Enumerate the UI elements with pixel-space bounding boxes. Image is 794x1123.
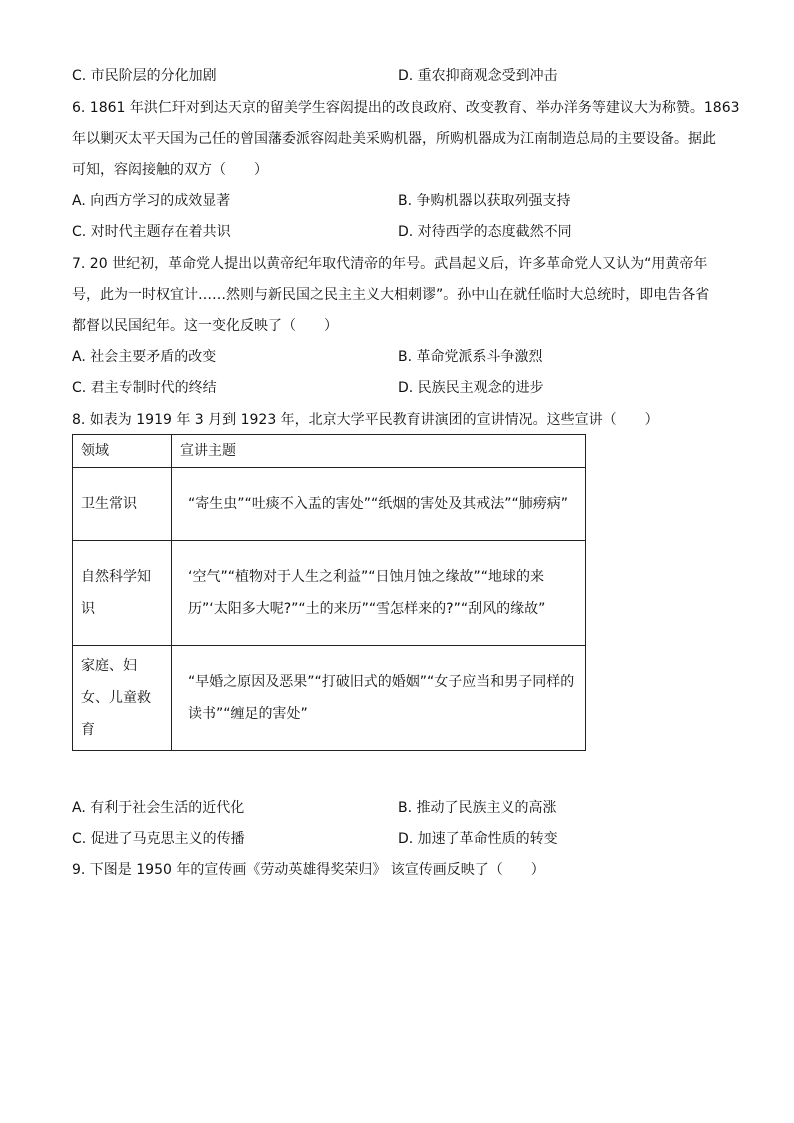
q8-option-c: C. 促进了马克思主义的传播	[72, 831, 245, 847]
q6-option-c: C. 对时代主题存在着共识	[72, 224, 231, 240]
table-row	[73, 468, 586, 541]
table-row	[73, 646, 586, 751]
q7-option-b: B. 革命党派系斗争激烈	[398, 349, 543, 365]
table-header-topics: 宣讲主题	[172, 435, 586, 468]
q7-option-c: C. 君主专制时代的终结	[72, 380, 217, 396]
table-cell-topics: “寄生虫”“吐痰不入盂的害处”“纸烟的害处及其戒法”“肺痨病”	[172, 468, 586, 541]
q6-option-a: A. 向西方学习的成效显著	[72, 193, 231, 209]
q7-stem-line-1: 7. 20 世纪初，革命党人提出以黄帝纪年取代清帝的年号。武昌起义后，许多革命党人又认为“用黄帝年	[72, 256, 708, 272]
q6-stem-line-2: 年以剿灭太平天国为己任的曾国藩委派容闳赴美采购机器，所购机器成为江南制造总局的主要设备。据此	[72, 131, 716, 147]
q8-stem: 8. 如表为 1919 年 3 月到 1923 年，北京大学平民教育讲演团的宣讲情况。这些宣讲（ ）	[72, 412, 659, 428]
q9-stem: 9. 下图是 1950 年的宣传画《劳动英雄得奖荣归》 该宣传画反映了（ ）	[72, 862, 545, 878]
lecture-table	[72, 434, 586, 751]
q8-option-b: B. 推动了民族主义的高涨	[398, 800, 557, 816]
q7-stem-line-2: 号，此为一时权宜计……然则与新民国之民主主义大相刺谬”。孙中山在就任临时大总统时，即电告各省	[72, 287, 710, 303]
table-cell-topics: “早婚之原因及恶果”“打破旧式的婚姻”“女子应当和男子同样的读书”“缠足的害处”	[172, 646, 586, 751]
table-header-field: 领域	[73, 435, 172, 468]
table-row	[73, 541, 586, 646]
q8-option-a: A. 有利于社会生活的近代化	[72, 800, 245, 816]
table-header-row	[73, 435, 586, 468]
table-cell-field: 家庭、妇女、儿童救育	[73, 646, 172, 751]
table-cell-topics: ‘空气”“植物对于人生之利益”“日蚀月蚀之缘故”“地球的来历”‘太阳多大呢?”“土的来历”“雪怎样来的?”“刮风的缘故”	[172, 541, 586, 646]
table-cell-field: 自然科学知识	[73, 541, 172, 646]
q7-stem-line-3: 都督以民国纪年。这一变化反映了（ ）	[72, 318, 338, 334]
q7-option-a: A. 社会主要矛盾的改变	[72, 349, 217, 365]
q5-option-c: C. 市民阶层的分化加剧	[72, 68, 217, 84]
q6-option-b: B. 争购机器以获取列强支持	[398, 193, 571, 209]
q6-stem-line-3: 可知，容闳接触的双方（ ）	[72, 162, 268, 178]
q5-option-d: D. 重农抑商观念受到冲击	[398, 68, 558, 84]
q6-option-d: D. 对待西学的态度截然不同	[398, 224, 572, 240]
q7-option-d: D. 民族民主观念的进步	[398, 380, 544, 396]
q6-stem-line-1: 6. 1861 年洪仁玕对到达天京的留美学生容闳提出的改良政府、改变教育、举办洋务等建议大为称赞。1863	[72, 100, 740, 116]
table-cell-field: 卫生常识	[73, 468, 172, 541]
q8-option-d: D. 加速了革命性质的转变	[398, 831, 558, 847]
